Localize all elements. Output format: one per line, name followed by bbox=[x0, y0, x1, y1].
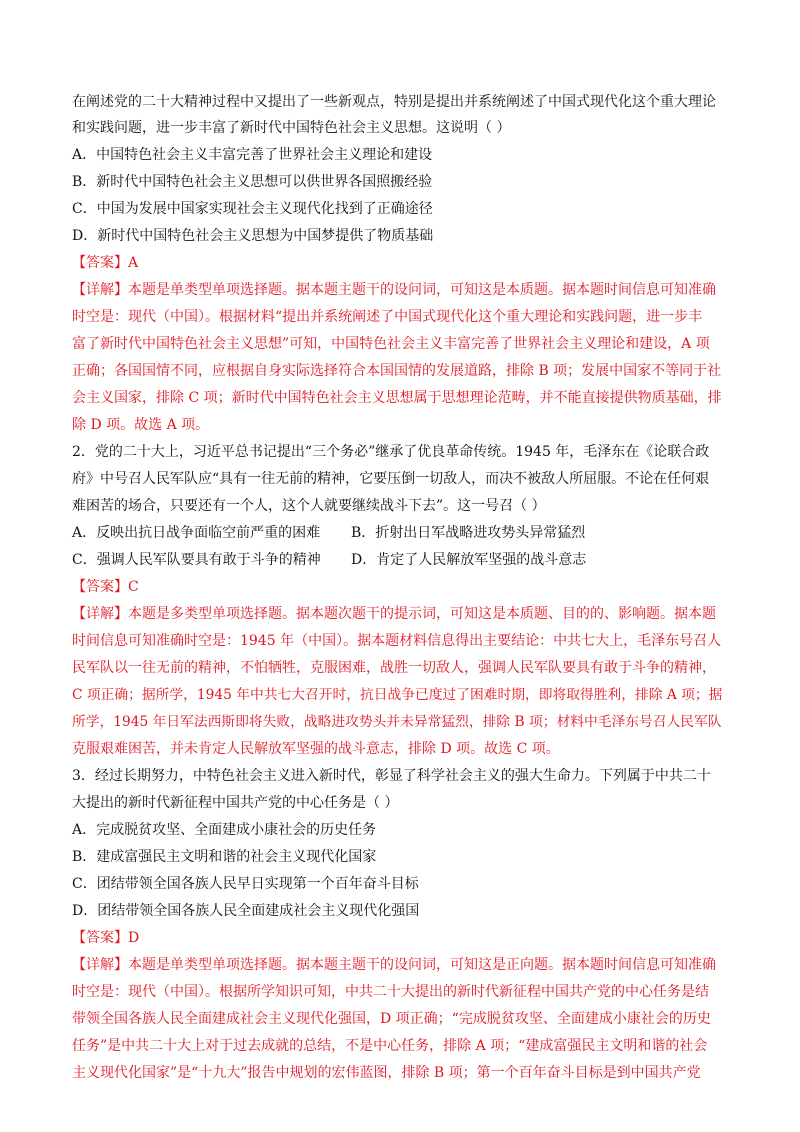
q3-option-c: C．团结带领全国各族人民早日实现第一个百年奋斗目标 bbox=[72, 876, 419, 892]
q2-explanation-line: C 项正确；据所学，1945 年中共七大召开时，抗日战争已度过了困难时期，即将取得胜利，排除 A 项；据 bbox=[72, 687, 723, 703]
q3-option-b: B．建成富强民主文明和谐的社会主义现代化国家 bbox=[72, 849, 377, 865]
q2-stem-line: 府》中号召人民军队应“具有一往无前的精神，它要压倒一切敌人，而决不被敌人所屈服。不论在任何艰 bbox=[72, 471, 710, 487]
q3-explanation-line: 任务”是中共二十大上对于过去成就的总结，不是中心任务，排除 A 项；“建成富强民主文明和谐的社会 bbox=[72, 1038, 708, 1054]
q2-option-a: A．反映出抗日战争面临空前严重的困难 bbox=[72, 525, 321, 541]
q1-stem-line: 在阐述党的二十大精神过程中又提出了一些新观点，特别是提出并系统阐述了中国式现代化这个重大理论 bbox=[72, 94, 716, 110]
q3-explanation-line: 主义现代化国家”是“十九大”报告中规划的宏伟蓝图，排除 B 项；第一个百年奋斗目标是到中国共产党 bbox=[72, 1065, 701, 1081]
q3-stem-line: 大提出的新时代新征程中国共产党的中心任务是（ ） bbox=[72, 795, 399, 811]
q2-option-d: D．肯定了人民解放军坚强的战斗意志 bbox=[351, 552, 587, 568]
q2-explanation-line: 【详解】本题是多类型单项选择题。据本题次题干的提示词，可知这是本质题、目的的、影响题。据本题 bbox=[72, 606, 716, 622]
q2-options-row bbox=[72, 550, 732, 570]
q1-stem-line: 和实践问题，进一步丰富了新时代中国特色社会主义思想。这说明（ ） bbox=[72, 120, 511, 136]
q2-stem-line: 2．党的二十大上，习近平总书记提出“三个务必”继承了优良革命传统。1945 年，毛泽东在《论联合政 bbox=[72, 444, 710, 460]
q3-stem-line: 3．经过长期努力，中特色社会主义进入新时代，彰显了科学社会主义的强大生命力。下列属于中共二十 bbox=[72, 768, 711, 784]
q3-option-a: A．完成脱贫攻坚、全面建成小康社会的历史任务 bbox=[72, 822, 377, 838]
q3-explanation-line: 时空是：现代（中国）。根据所学知识可知，中共二十大提出的新时代新征程中国共产党的中心任务是结 bbox=[72, 984, 709, 1000]
q2-explanation-line: 时间信息可知准确时空是：1945 年（中国）。据本题材料信息得出主要结论：中共七大上，毛泽东号召人 bbox=[72, 633, 722, 649]
q1-explanation-line: 富了新时代中国特色社会主义思想”可知，中国特色社会主义丰富完善了世界社会主义理论和建设，A 项 bbox=[72, 336, 710, 352]
q2-explanation-line: 民军队以一往无前的精神，不怕牺牲，克服困难，战胜一切敌人，强调人民军队要具有敢于斗争的精神， bbox=[72, 660, 716, 676]
q1-option-d: D．新时代中国特色社会主义思想为中国梦提供了物质基础 bbox=[72, 228, 434, 244]
q1-option-c: C．中国为发展中国家实现社会主义现代化找到了正确途径 bbox=[72, 201, 433, 217]
q1-explanation-line: 正确；各国国情不同，应根据自身实际选择符合本国国情的发展道路，排除 B 项；发展中国家不等同于社 bbox=[72, 363, 722, 379]
q3-answer: 【答案】D bbox=[72, 930, 140, 946]
q1-option-a: A．中国特色社会主义丰富完善了世界社会主义理论和建设 bbox=[72, 147, 433, 163]
q1-explanation-line: 【详解】本题是单类型单项选择题。据本题主题干的设问词，可知这是本质题。据本题时间信息可知准确 bbox=[72, 282, 716, 298]
q2-option-c: C．强调人民军队要具有敢于斗争的精神 bbox=[72, 552, 321, 568]
q1-explanation-line: 会主义国家，排除 C 项；新时代中国特色社会主义思想属于思想理论范畴，并不能直接提供物质基础，排 bbox=[72, 390, 722, 406]
q2-explanation-line: 克服艰难困苦，并未肯定人民解放军坚强的战斗意志，排除 D 项。故选 C 项。 bbox=[72, 741, 560, 757]
q3-explanation-line: 带领全国各族人民全面建成社会主义现代化强国，D 项正确；“完成脱贫攻坚、全面建成小康社会的历史 bbox=[72, 1011, 711, 1027]
q1-option-b: B．新时代中国特色社会主义思想可以供世界各国照搬经验 bbox=[72, 174, 433, 190]
q2-answer: 【答案】C bbox=[72, 579, 139, 595]
q1-explanation-line: 时空是：现代（中国）。根据材料“提出并系统阐述了中国式现代化这个重大理论和实践问题，进一步丰 bbox=[72, 309, 703, 325]
q2-options-row bbox=[72, 523, 732, 543]
q3-explanation-line: 【详解】本题是单类型单项选择题。据本题主题干的设问词，可知这是正向题。据本题时间信息可知准确 bbox=[72, 957, 716, 973]
q2-option-b: B．折射出日军战略进攻势头异常猛烈 bbox=[351, 525, 586, 541]
q2-explanation-line: 所学，1945 年日军法西斯即将失败，战略进攻势头并未异常猛烈，排除 B 项；材料中毛泽东号召人民军队 bbox=[72, 714, 722, 730]
q1-answer: 【答案】A bbox=[72, 255, 139, 271]
q2-stem-line: 难困苦的场合，只要还有一个人，这个人就要继续战斗下去”。这一号召（ ） bbox=[72, 498, 546, 514]
q3-option-d: D．团结带领全国各族人民全面建成社会主义现代化强国 bbox=[72, 903, 420, 919]
q1-explanation-line: 除 D 项。故选 A 项。 bbox=[72, 417, 210, 433]
